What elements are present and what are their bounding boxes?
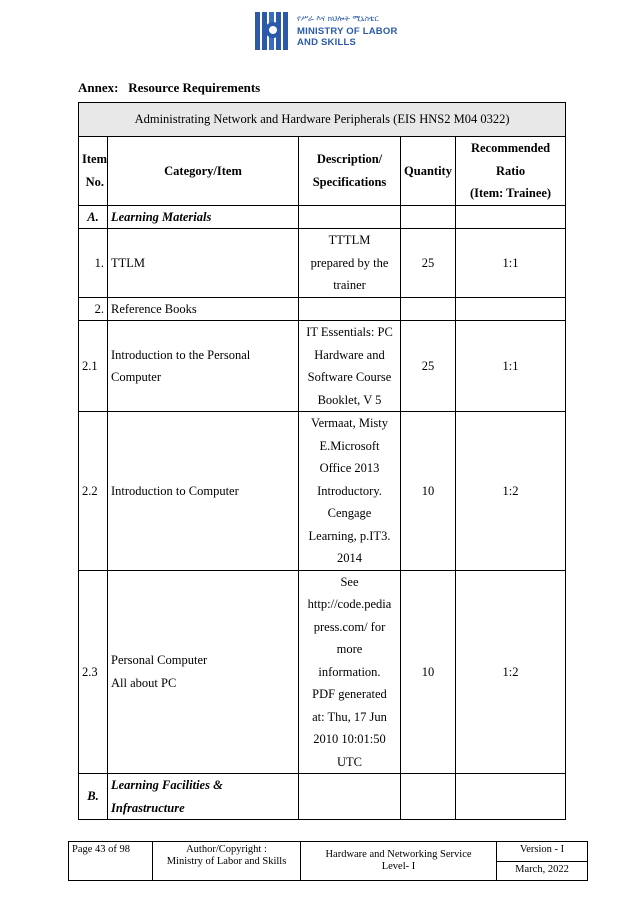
- table-row: [79, 570, 566, 774]
- row-description: TTTLM prepared by the trainer: [299, 229, 401, 298]
- table-row: [79, 412, 566, 571]
- logo-amharic-text: የሥራ እና ክህሎት ሚኒስቴር: [297, 14, 379, 23]
- row-quantity: 25: [401, 321, 456, 412]
- row-no: 1.: [79, 229, 108, 298]
- row-description: [299, 774, 401, 820]
- header-category: Category/Item: [108, 137, 299, 206]
- header-ratio: Recommended Ratio (Item: Trainee): [456, 137, 566, 206]
- row-category: Introduction to Computer: [108, 412, 299, 571]
- row-ratio: 1:1: [456, 229, 566, 298]
- ministry-logo: [255, 10, 405, 52]
- row-category: Personal Computer All about PC: [108, 570, 299, 774]
- row-quantity: [401, 774, 456, 820]
- page-footer: [68, 841, 588, 881]
- row-category: Learning Materials: [108, 205, 299, 229]
- row-no: 2.1: [79, 321, 108, 412]
- header-description: Description/ Specifications: [299, 137, 401, 206]
- row-quantity: 10: [401, 570, 456, 774]
- table-row: [79, 774, 566, 820]
- logo-line-2: AND SKILLS: [297, 37, 356, 48]
- table-row: [79, 297, 566, 321]
- row-no: B.: [79, 774, 108, 820]
- row-ratio: 1:2: [456, 570, 566, 774]
- row-category: Introduction to the Personal Computer: [108, 321, 299, 412]
- table-title: Administrating Network and Hardware Peripherals (EIS HNS2 M04 0322): [79, 103, 566, 137]
- row-description: [299, 205, 401, 229]
- header-quantity: Quantity: [401, 137, 456, 206]
- footer-version: Version - I: [497, 842, 588, 862]
- row-ratio: [456, 297, 566, 321]
- row-description: [299, 297, 401, 321]
- table-row: [79, 229, 566, 298]
- row-ratio: [456, 774, 566, 820]
- row-no: A.: [79, 205, 108, 229]
- row-description: IT Essentials: PC Hardware and Software Course Booklet, V 5: [299, 321, 401, 412]
- row-no: 2.3: [79, 570, 108, 774]
- row-ratio: 1:2: [456, 412, 566, 571]
- row-category: Learning Facilities & Infrastructure: [108, 774, 299, 820]
- row-description: Vermaat, Misty E.Microsoft Office 2013 Introductory. Cengage Learning, p.IT3. 2014: [299, 412, 401, 571]
- footer-page-number: Page 43 of 98: [69, 842, 153, 881]
- footer-date: March, 2022: [497, 861, 588, 881]
- table-row: [79, 205, 566, 229]
- header-item-no: Item No.: [79, 137, 108, 206]
- logo-line-1: MINISTRY OF LABOR: [297, 26, 398, 37]
- resource-requirements-table: [78, 102, 566, 820]
- footer-author: Author/Copyright : Ministry of Labor and Skills: [153, 842, 301, 881]
- row-no: 2.: [79, 297, 108, 321]
- row-quantity: [401, 297, 456, 321]
- row-no: 2.2: [79, 412, 108, 571]
- row-quantity: 10: [401, 412, 456, 571]
- row-ratio: 1:1: [456, 321, 566, 412]
- row-category: TTLM: [108, 229, 299, 298]
- table-header-row: [79, 137, 566, 206]
- table-row: [79, 321, 566, 412]
- ministry-emblem-icon: [255, 12, 291, 50]
- annex-heading: Annex: Resource Requirements: [78, 80, 261, 95]
- row-quantity: [401, 205, 456, 229]
- row-description: See http://code.pedia press.com/ for more information. PDF generated at: Thu, 17 Jun 2010 10:01:50 UTC: [299, 570, 401, 774]
- row-ratio: [456, 205, 566, 229]
- row-category: Reference Books: [108, 297, 299, 321]
- row-quantity: 25: [401, 229, 456, 298]
- footer-course: Hardware and Networking Service Level- I: [301, 842, 497, 881]
